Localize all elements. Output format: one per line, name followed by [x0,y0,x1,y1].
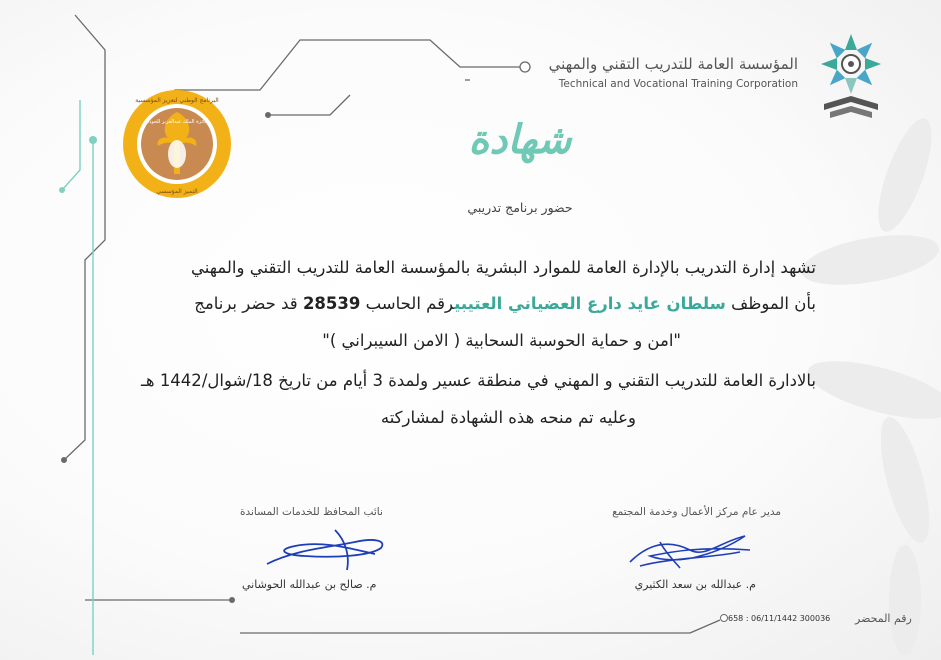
watermark-star [797,112,941,655]
signature-mark-2 [255,520,395,575]
employee-name: سلطان عايد دارع العضياني العتيبي [454,294,726,313]
signature-name-1: م. عبدالله بن سعد الكثيري [634,578,756,591]
quality-award-badge-icon [118,88,236,200]
certificate-subtitle: حضور برنامج تدريبي [467,200,573,215]
body-line-5: وعليه تم منحه هذه الشهادة لمشاركته [380,408,636,427]
signature-mark-1 [620,522,760,572]
computer-number-label: رقم الحاسب [365,294,455,313]
certificate-title: شهادة [468,116,572,163]
organization-name-en: Technical and Vocational Training Corporation [558,78,798,90]
reference-label: رقم المحضر [855,612,912,625]
organization-name-ar: المؤسسة العامة للتدريب التقني والمهني [548,55,798,73]
badge-text-inner: جائزة الملك عبدالعزيز للجودة [146,119,208,125]
signature-title-2: نائب المحافظ للخدمات المساندة [240,506,383,518]
badge-text-top: البرنامج الوطني لتعزيز المؤسسية [135,97,219,104]
attended-program-label: قد حضر برنامج [194,294,298,313]
body-line-4: بالادارة العامة للتدريب التقني و المهني في منطقة عسير ولمدة 3 أيام من تاريخ 18/شوال/1442 هـ [141,371,816,390]
reference-number: 658 : 06/11/1442 300036 [728,614,831,623]
tvtc-logo-icon [818,28,884,120]
program-name: "امن و حماية الحوسبة السحابية ( الامن السيبراني )" [322,331,681,350]
signature-name-2: م. صالح بن عبدالله الحوشاني [242,578,377,591]
badge-text-bottom: التميز المؤسسي [156,188,198,195]
circuit-lines-teal [62,100,93,655]
body-line-1: تشهد إدارة التدريب بالإدارة العامة للموارد البشرية بالمؤسسة العامة للتدريب التقني والمهني [191,258,816,277]
employee-prefix: بأن الموظف [731,294,816,313]
computer-number: 28539 [302,294,361,313]
signature-title-1: مدير عام مركز الأعمال وخدمة المجتمع [612,506,781,518]
body-line-2 [194,294,816,313]
